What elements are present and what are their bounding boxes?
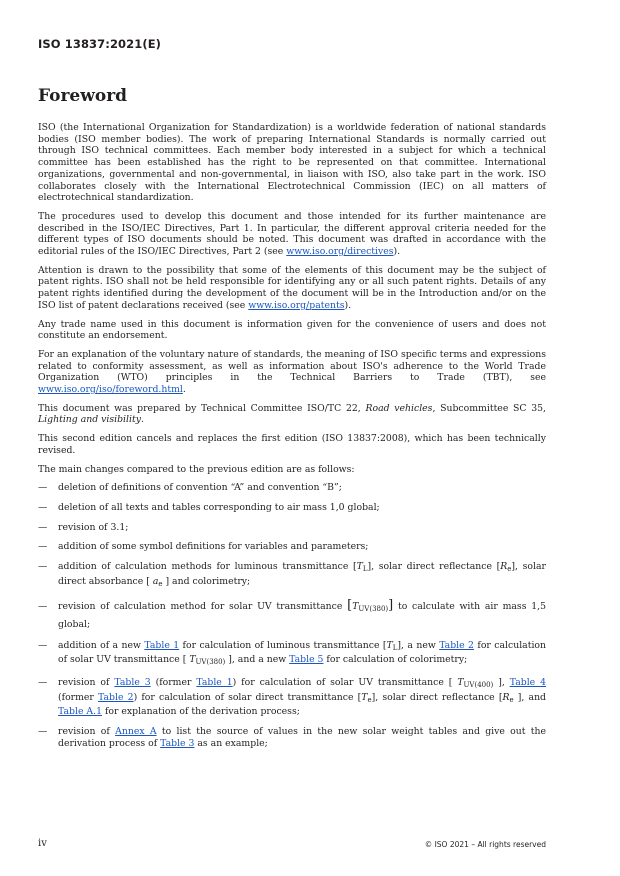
dash-bullet: — xyxy=(38,541,48,553)
list-item xyxy=(38,522,546,534)
list-item-text: ) for calculation of solar direct transmittance [ xyxy=(133,691,362,703)
symbol-subscript: UV(380) xyxy=(358,604,389,613)
list-item-text: for calculation of solar UV transmittance [ xyxy=(58,639,547,666)
list-item-text: addition of some symbol definitions for variables and parameters; xyxy=(58,541,369,553)
paragraph-patents xyxy=(38,265,546,312)
list-item xyxy=(38,677,546,718)
paragraph-committee xyxy=(38,403,546,426)
symbol xyxy=(361,692,371,703)
list-item-text: to calculate with air mass 1,5 global; xyxy=(58,600,546,630)
symbol xyxy=(153,576,163,587)
symbol xyxy=(500,561,511,572)
list-item-text: for calculation of colorimetry; xyxy=(323,654,468,666)
annex-a-link[interactable]: Annex A xyxy=(115,726,157,738)
document-id: ISO 13837:2021(E) xyxy=(38,37,162,51)
symbol-letter: T xyxy=(386,639,393,651)
list-item-text: addition of calculation methods for luminous transmittance [ xyxy=(58,561,357,573)
paragraph-text: . xyxy=(182,384,186,396)
dash-bullet: — xyxy=(38,482,48,494)
paragraph-trade-name: Any trade name used in this document is information given for the convenience of users and does not constitute an endorsement. xyxy=(38,318,546,342)
list-item xyxy=(38,640,546,669)
bracket-open: [ xyxy=(347,597,353,613)
symbol-subscript: e xyxy=(507,565,512,574)
dash-bullet: — xyxy=(38,501,48,513)
dash-bullet: — xyxy=(38,676,48,688)
foreword-link[interactable]: www.iso.org/iso/foreword.html xyxy=(38,384,183,396)
list-item-text: ) for calculation of solar UV transmittance [ xyxy=(232,676,458,688)
symbol-subscript: e xyxy=(367,695,372,704)
list-item xyxy=(38,502,546,514)
list-item xyxy=(38,482,546,494)
paragraph-text: The procedures used to develop this document and those intended for its further maintenance are described in the ISO/IEC Directives, Part 1. In particular, the different approval criteria needed for the different types of ISO documents should be noted. This document was drafted in accordance with the editorial rules of the ISO/IEC Directives, Part 2 (see xyxy=(38,210,546,258)
list-item-text: addition of a new xyxy=(58,639,145,651)
symbol xyxy=(357,561,368,572)
list-item-text: ], and xyxy=(513,691,547,703)
symbol-subscript: L xyxy=(392,643,398,652)
dash-bullet: — xyxy=(38,521,48,533)
paragraph-text: . xyxy=(140,414,144,426)
symbol xyxy=(457,677,493,688)
symbol-letter: a xyxy=(152,575,159,587)
list-item-text: to list the source of values in the new solar weight tables and give out the derivation process of xyxy=(58,726,547,749)
subcommittee-name: Lighting and visibility xyxy=(38,414,141,426)
list-item-text: ], xyxy=(493,676,510,688)
list-item-text: deletion of definitions of convention “A” and convention “B”; xyxy=(58,482,342,494)
list-item-text: revision of xyxy=(58,676,115,688)
symbol-letter: T xyxy=(356,561,363,573)
symbol-letter: R xyxy=(500,561,508,573)
symbol-letter: T xyxy=(457,676,464,688)
dash-bullet: — xyxy=(38,561,48,573)
list-item-text: revision of 3.1; xyxy=(58,521,129,533)
symbol-letter: R xyxy=(502,691,510,703)
symbol-letter: T xyxy=(352,600,359,612)
paragraph-text: For an explanation of the voluntary nature of standards, the meaning of ISO specific terms and expressions related to conformity assessment, as well as information about ISO's adherence to the World Trade Organization (WTO) principles in the Technical Barriers to Trade (TBT), see xyxy=(38,348,546,384)
table-1-link[interactable]: Table 1 xyxy=(144,639,180,651)
list-item-text: revision of xyxy=(58,726,116,738)
list-item xyxy=(38,541,546,553)
list-item-text: for explanation of the derivation process; xyxy=(102,706,300,718)
patents-link[interactable]: www.iso.org/patents xyxy=(248,299,345,311)
list-item-text: (former xyxy=(58,691,99,703)
list-item-text: ], solar direct reflectance [ xyxy=(371,691,503,703)
former-table-2-link[interactable]: Table 2 xyxy=(98,691,134,703)
symbol xyxy=(189,654,225,665)
paragraph-main-changes: The main changes compared to the previous edition are as follows: xyxy=(38,463,355,475)
paragraph-text: ). xyxy=(393,246,401,258)
foreword-body xyxy=(38,122,546,757)
paragraph-text: Attention is drawn to the possibility that some of the elements of this document may be the subject of patent rights. ISO shall not be held responsible for identifying any or all such patent rights. Details of any patent rights identified during the development of the document will be in the Introduction and/or on the ISO list of patent declarations received (see xyxy=(38,264,546,311)
list-item-text: (former xyxy=(150,676,197,688)
list-item-text: ], a new xyxy=(397,639,440,651)
page-number: iv xyxy=(38,838,47,849)
bracket-close: ] xyxy=(388,597,394,613)
former-table-1-link[interactable]: Table 1 xyxy=(196,676,233,688)
paragraph-text: , Subcommittee SC 35, xyxy=(432,402,547,414)
list-item-text: ], and a new xyxy=(225,654,290,666)
committee-name: Road vehicles xyxy=(365,402,433,414)
list-item-text: ] and colorimetry; xyxy=(162,575,251,587)
page-title: Foreword xyxy=(38,86,128,106)
list-item-text: as an example; xyxy=(194,737,268,749)
symbol-subscript: UV(400) xyxy=(463,680,494,689)
list-item-text: ], solar direct reflectance [ xyxy=(367,561,501,573)
paragraph-edition: This second edition cancels and replaces the first edition (ISO 13837:2008), which has been technically revised. xyxy=(38,433,546,456)
table-3-link[interactable]: Table 3 xyxy=(114,676,151,688)
dash-bullet: — xyxy=(38,726,48,738)
symbol-letter: T xyxy=(189,654,196,666)
copyright-notice: © ISO 2021 – All rights reserved xyxy=(424,840,546,849)
symbol xyxy=(387,640,398,651)
symbol-letter: T xyxy=(361,691,368,703)
table-4-link[interactable]: Table 4 xyxy=(509,676,546,688)
paragraph-text: This document was prepared by Technical Committee ISO/TC 22, xyxy=(38,402,366,414)
directives-link[interactable]: www.iso.org/directives xyxy=(286,246,394,258)
paragraph-procedures xyxy=(38,211,546,258)
symbol-subscript: UV(380) xyxy=(195,658,226,667)
list-item xyxy=(38,726,546,749)
paragraph-text: ). xyxy=(344,299,352,311)
list-item xyxy=(38,599,546,632)
dash-bullet: — xyxy=(38,639,48,651)
list-item-text: ], solar direct absorbance [ xyxy=(58,561,546,587)
changes-list xyxy=(38,482,546,749)
list-item-text: for calculation of luminous transmittance [ xyxy=(179,639,387,651)
paragraph-voluntary xyxy=(38,349,546,396)
paragraph-iso-intro: ISO (the International Organization for Standardization) is a worldwide federation of national standards bodies (ISO member bodies). The work of preparing International Standards is normally carried out through ISO technical committees. Each member body interested in a subject for which a technical committee has been established has the right to be represented on that committee. International organizations, governmental and non-governmental, in liaison with ISO, also take part in the work. ISO collaborates closely with the International Electrotechnical Commission (IEC) on all matters of electrotechnical standardization. xyxy=(38,122,546,204)
dash-bullet: — xyxy=(38,600,48,612)
table-a1-link[interactable]: Table A.1 xyxy=(58,706,102,718)
list-item-text: deletion of all texts and tables corresponding to air mass 1,0 global; xyxy=(58,501,380,513)
table-5-link[interactable]: Table 5 xyxy=(289,654,324,666)
table-2-link[interactable]: Table 2 xyxy=(439,639,474,651)
symbol-subscript: L xyxy=(362,565,368,574)
symbol-subscript: e xyxy=(509,695,514,704)
table-3-example-link[interactable]: Table 3 xyxy=(160,737,195,749)
list-item-text: revision of calculation method for solar UV transmittance xyxy=(58,600,348,612)
symbol-subscript: e xyxy=(158,579,163,588)
list-item xyxy=(38,561,546,590)
symbol xyxy=(352,601,388,612)
symbol xyxy=(502,692,513,703)
